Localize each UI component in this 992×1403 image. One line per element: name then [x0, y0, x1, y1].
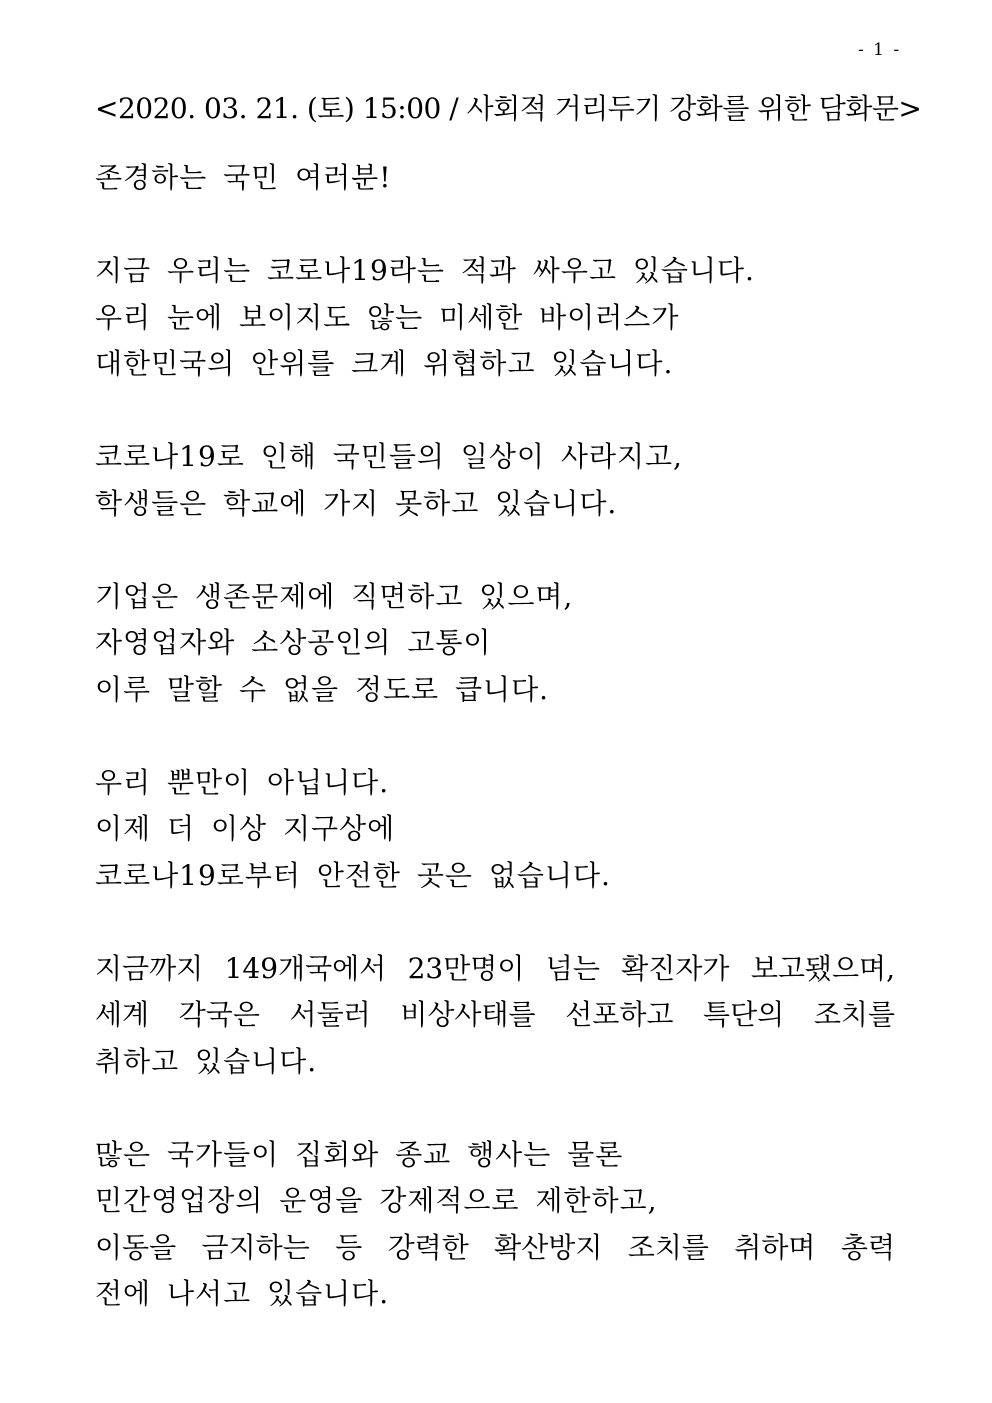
- text-line: 우리 눈에 보이지도 않는 미세한 바이러스가: [95, 300, 680, 334]
- paragraph-global: [95, 760, 895, 900]
- text-line: 이제 더 이상 지구상에: [95, 812, 396, 845]
- text-line: 취하고 있습니다.: [95, 1044, 318, 1078]
- text-line: 우리 뿐만이 아닙니다.: [95, 765, 390, 799]
- text-line: 이동을 금지하는 등 강력한 확산방지 조치를 취하며 총력: [95, 1230, 895, 1264]
- text-line: 대한민국의 안위를 크게 위협하고 있습니다.: [95, 347, 674, 380]
- paragraph-business: [95, 574, 895, 714]
- text-line: 존경하는 국민 여러분!: [95, 161, 392, 194]
- text-line: 세계 각국은 서둘러 비상사태를 선포하고 특단의 조치를: [95, 998, 895, 1031]
- text-line: 지금까지 149개국에서 23만명이 넘는 확진자가 보고됐으며,: [95, 951, 895, 985]
- text-line: 기업은 생존문제에 직면하고 있으며,: [95, 579, 574, 613]
- paragraph-measures: [95, 1132, 895, 1318]
- text-line: 코로나19로부터 안전한 곳은 없습니다.: [95, 858, 611, 892]
- document-title: <2020. 03. 21. (토) 15:00 / 사회적 거리두기 강화를 위한 담화문>: [95, 92, 922, 125]
- text-line: 많은 국가들이 집회와 종교 행사는 물론: [95, 1137, 624, 1171]
- text-line: 자영업자와 소상공인의 고통이: [95, 626, 492, 659]
- paragraph-virus-threat: [95, 248, 895, 388]
- text-line: 코로나19로 인해 국민들의 일상이 사라지고,: [95, 440, 683, 473]
- paragraph-statistics: [95, 946, 895, 1086]
- page-number: - 1 -: [858, 40, 902, 60]
- text-line: 학생들은 학교에 가지 못하고 있습니다.: [95, 486, 618, 520]
- paragraph-daily-life: [95, 434, 895, 527]
- text-line: 지금 우리는 코로나19라는 적과 싸우고 있습니다.: [95, 254, 755, 287]
- text-line: 민간영업장의 운영을 강제적으로 제한하고,: [95, 1184, 658, 1217]
- document-body: [95, 155, 895, 1318]
- paragraph-greeting: [95, 155, 895, 202]
- text-line: 이루 말할 수 없을 정도로 큽니다.: [95, 672, 550, 706]
- text-line: 전에 나서고 있습니다.: [95, 1277, 390, 1310]
